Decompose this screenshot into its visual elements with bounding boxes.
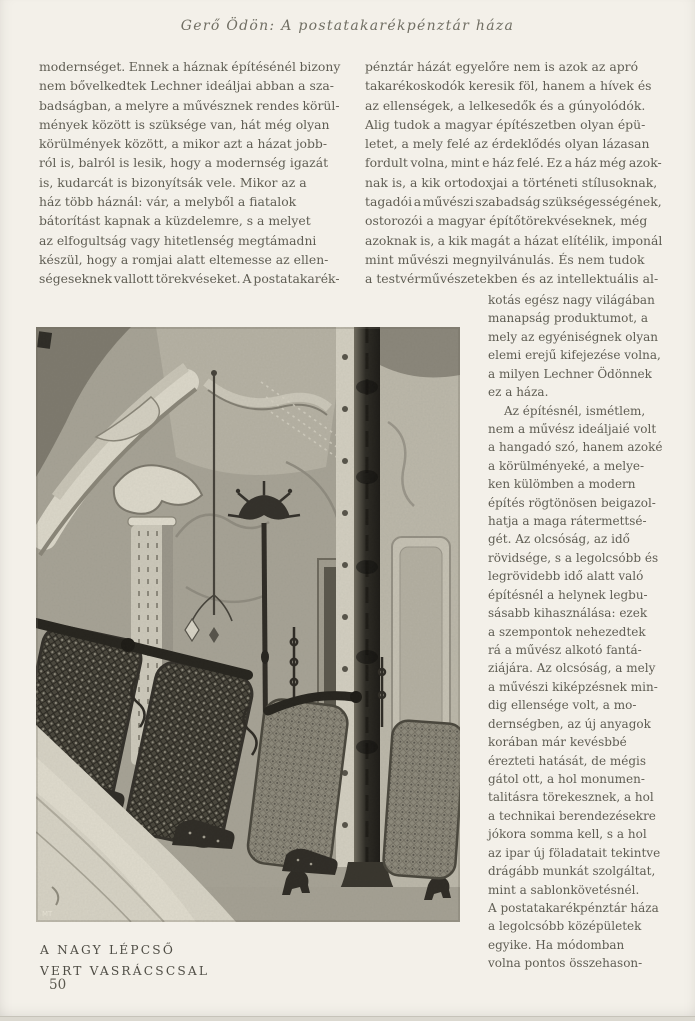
text-line: a testvérművészetekben és az intellektuális al- <box>365 271 659 287</box>
text-line: egyike. Ha módomban <box>488 937 625 952</box>
text-line: gét. Az olcsóság, az idő <box>488 532 630 547</box>
text-line: nem bővelkedtek Lechner ideáljai abban a sza- <box>39 78 334 94</box>
text-line: jókora somma kell, s a hol <box>488 827 647 842</box>
text-line: azoknak is, a kik magát a házat elítélik, imponál <box>365 232 663 248</box>
text-line: letet, a mely felé az érdeklődés olyan lázasan <box>365 136 650 152</box>
text-line: ez a háza. <box>488 385 549 400</box>
text-line: a legolcsóbb középületek <box>488 919 642 934</box>
text-line: gátol ott, a hol monumen- <box>488 771 645 786</box>
text-line: a technikai berendezésekre <box>488 808 656 823</box>
text-line: Az építésnél, ismétlem, <box>504 403 646 418</box>
page-number: 50 <box>49 977 67 993</box>
text-line: tagadói a művészi szabadság szükségességének, <box>365 194 662 210</box>
text-line: építés rögtönösen beigazol- <box>488 495 656 510</box>
right-text-column-top <box>365 57 662 289</box>
text-line: modernséget. Ennek a háznak építésénél bizony <box>39 59 341 74</box>
text-line: pénztár házát egyelőre nem is azok az apró <box>365 59 639 74</box>
text-line: nem a művész ideáljaié volt <box>488 421 657 436</box>
text-line: nak is, a kik ortodoxjai a történeti stílusoknak, <box>365 174 658 190</box>
text-line: A postatakarékpénztár háza <box>488 900 659 915</box>
text-line: kotás egész nagy világában <box>488 293 655 307</box>
text-line: legrövidebb idő alatt való <box>488 569 644 584</box>
text-line: ségeseknek vallott törekvéseket. A postatakarék- <box>39 271 340 287</box>
photographer-mark: MT <box>42 910 53 918</box>
text-line: drágább munkát szolgáltat, <box>488 864 656 879</box>
text-line: ról is, balról is lesik, hogy a modernség igazát <box>39 155 329 171</box>
figure <box>36 327 460 922</box>
text-line: dernségben, az új anyagok <box>488 716 651 731</box>
text-line: takarékoskodók keresik föl, hanem a hívek és <box>365 78 652 94</box>
text-line: sásabb kihasználása: ezek <box>488 606 648 621</box>
right-text-column-narrow <box>488 291 668 973</box>
text-line: a körülményeké, a melye- <box>488 458 645 473</box>
text-line: mint művészi megnyilvánulás. És nem tudok <box>365 251 645 267</box>
text-line: fordult volna, mint e ház felé. Ez a ház még azok- <box>365 155 662 171</box>
running-header: Gerő Ödön: A postatakarékpénztár háza <box>180 18 515 34</box>
text-line: a hangadó szó, hanem azoké <box>488 440 663 455</box>
text-line: VERT VASRÁCSCSAL <box>40 963 210 978</box>
text-line: körülmények között, a mikor azt a házat jobb- <box>39 136 328 152</box>
text-line: volna pontos összehason- <box>488 956 643 971</box>
left-text-column <box>39 57 340 289</box>
halftone-grain <box>36 327 460 922</box>
text-line: mint a sablonkövetésnél. <box>488 882 640 897</box>
text-line: ken külömben a modern <box>488 477 636 492</box>
figure-caption <box>40 940 209 982</box>
text-line: építésnél a helynek legbu- <box>488 587 648 602</box>
text-line: korában már kevésbbé <box>488 735 627 750</box>
text-line: elemi erejű kifejezése volna, <box>488 348 661 363</box>
text-line: a művészi kiképzésnek min- <box>488 679 658 694</box>
text-line: bátorítást kapnak a küzdelemre, s a melyet <box>39 213 311 229</box>
text-line: a milyen Lechner Ödönnek <box>488 366 652 381</box>
text-line: A NAGY LÉPCSŐ <box>40 943 176 957</box>
text-line: készül, hogy a romjai alatt eltemesse az ellen- <box>39 251 329 267</box>
text-line: dig ellensége volt, a mo- <box>488 698 637 713</box>
text-line: talitásra törekesznek, a hol <box>488 790 654 805</box>
text-line: a szempontok nehezedtek <box>488 624 646 639</box>
text-line: az ipar új föladatait tekintve <box>488 845 661 860</box>
staircase-photo <box>36 327 460 922</box>
text-line: is, kudarcát is bizonyítsák vele. Mikor az a <box>39 174 307 190</box>
text-line: manapság produktumot, a <box>488 311 648 326</box>
text-line: érezteti hatását, de mégis <box>488 753 647 768</box>
text-line: ház több háznál: vár, a melyből a fiatalok <box>39 194 297 210</box>
text-line: mények között is szüksége van, hát még olyan <box>39 116 330 132</box>
text-line: hatja a maga rátermettsé- <box>488 514 647 529</box>
text-line: ziájára. Az olcsóság, a mely <box>488 661 656 676</box>
text-line: ostorozói a magyar építőtörekvéseknek, még <box>365 213 648 229</box>
text-line: rá a művész alkotó fantá- <box>488 643 642 658</box>
text-line: rövidsége, s a legolcsóbb és <box>488 550 659 565</box>
text-line: az ellenségek, a lelkesedők és a gúnyolódók. <box>365 97 646 113</box>
text-line: Alig tudok a magyar építészetben olyan épü- <box>365 116 646 132</box>
text-line: mely az egyéniségnek olyan <box>488 329 659 344</box>
scan-bottom-edge <box>0 1016 695 1021</box>
text-line: badságban, a melyre a művésznek rendes körül- <box>39 97 340 113</box>
text-line: az elfogultság vagy hitetlenség megtámadni <box>39 232 317 248</box>
